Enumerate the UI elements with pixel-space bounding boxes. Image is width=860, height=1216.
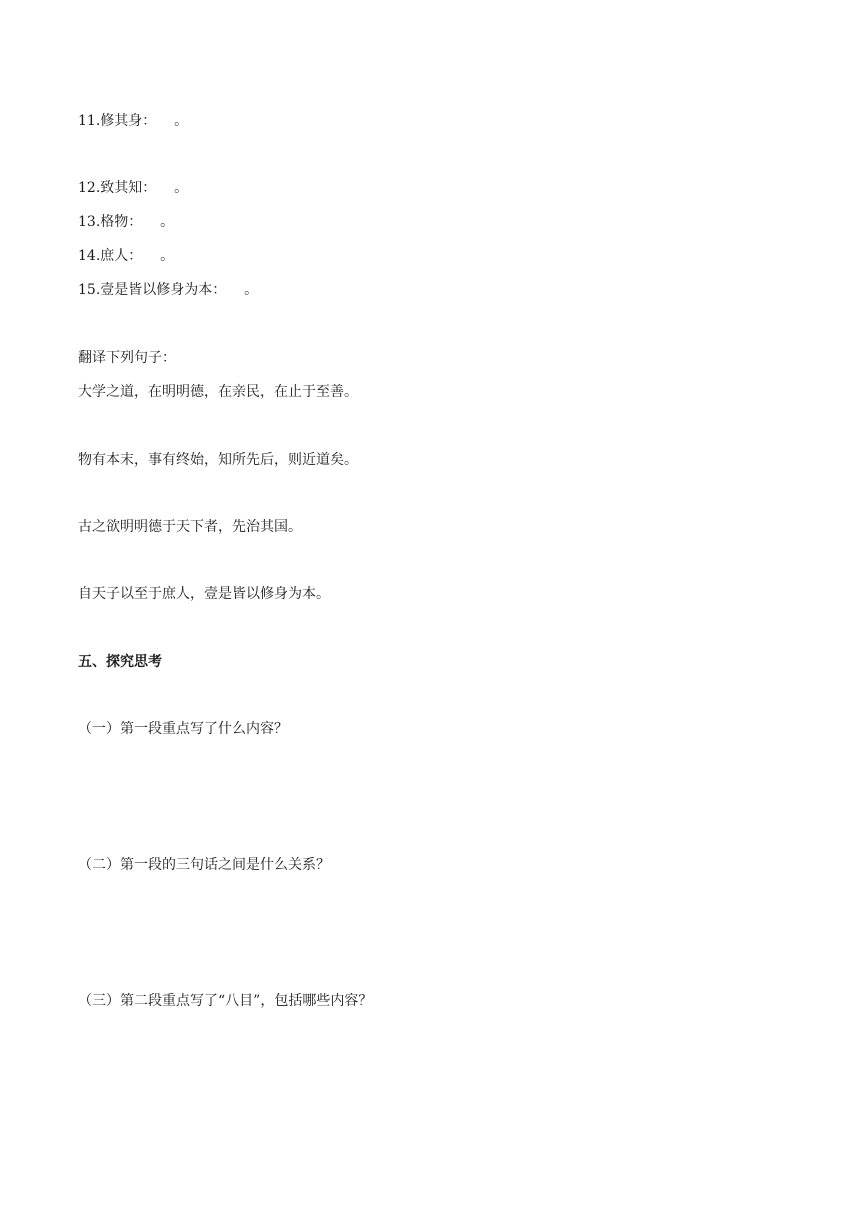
definition-item: 12.致其知： 。 [78, 180, 189, 196]
section-title: 五、探究思考 [78, 654, 162, 670]
definition-item: 11.修其身： 。 [78, 113, 189, 129]
translate-sentence: 古之欲明明德于天下者，先治其国。 [78, 519, 302, 535]
translate-sentence: 大学之道，在明明德，在亲民，在止于至善。 [78, 384, 358, 400]
definition-item: 13.格物： 。 [78, 214, 175, 230]
question-item: （二）第一段的三句话之间是什么关系？ [78, 857, 330, 873]
question-item: （一）第一段重点写了什么内容？ [78, 721, 288, 737]
definition-item: 15.壹是皆以修身为本： 。 [78, 282, 259, 298]
translate-sentence: 物有本末，事有终始，知所先后，则近道矣。 [78, 452, 358, 468]
translate-heading: 翻译下列句子： [78, 350, 176, 366]
translate-sentence: 自天子以至于庶人，壹是皆以修身为本。 [78, 586, 330, 602]
definition-item: 14.庶人： 。 [78, 248, 175, 264]
question-item: （三）第二段重点写了“八目”，包括哪些内容？ [78, 993, 373, 1009]
